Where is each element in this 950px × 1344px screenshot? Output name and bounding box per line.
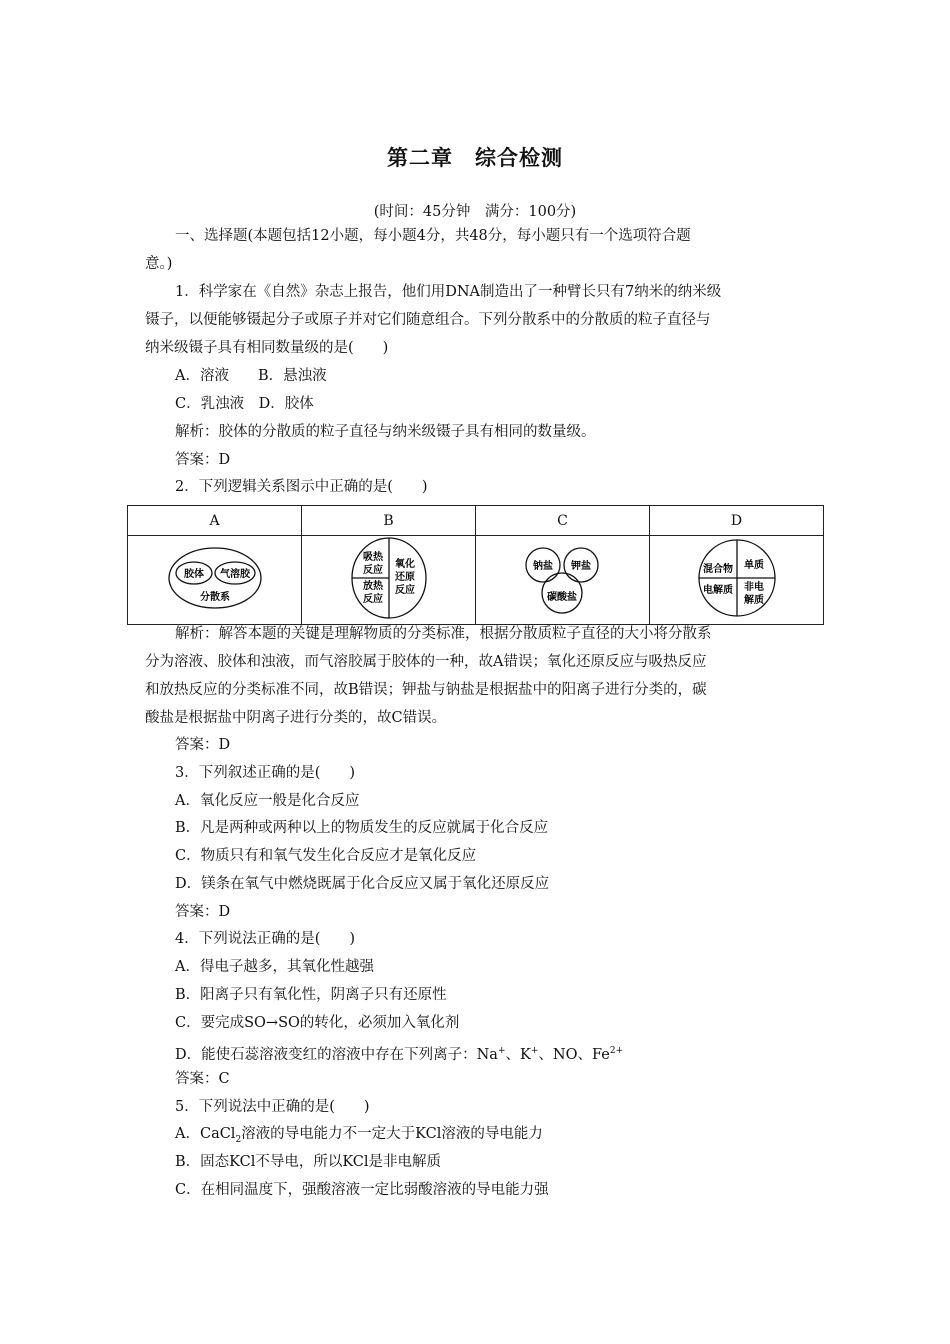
q1-options: A．溶液 B．悬浊液 — [175, 368, 327, 384]
q2-analysis: 解析：解答本题的关键是理解物质的分类标准，根据分散质粒子直径的大小将分散系 — [175, 626, 712, 642]
q5-option-c: C．在相同温度下，强酸溶液一定比弱酸溶液的导电能力强 — [175, 1182, 549, 1198]
diagram-b — [344, 536, 434, 620]
charge-sup: + — [497, 1046, 506, 1056]
q4-answer: 答案：C — [175, 1071, 230, 1087]
q5-option-a-text: 溶液的导电能力不一定大于KCl溶液的导电能力 — [241, 1126, 543, 1142]
q4-option-c: C．要完成SO→SO的转化，必须加入氧化剂 — [175, 1015, 460, 1031]
q4-option-d — [175, 1041, 623, 1065]
diagram-b-cell — [302, 536, 476, 625]
diagram-b-label: 反应 — [362, 565, 383, 576]
q3-option-c: C．物质只有和氧气发生化合反应才是氧化反应 — [175, 848, 477, 864]
q5-option-b: B．固态KCl不导电，所以KCl是非电解质 — [175, 1154, 442, 1170]
diagram-b-label: 还原 — [394, 572, 415, 583]
diagram-b-label: 氧化 — [394, 559, 415, 570]
table-header: B — [302, 506, 476, 536]
diagram-d-cell — [650, 536, 824, 625]
table-header: C — [476, 506, 650, 536]
q2-analysis-cont: 和放热反应的分类标准不同，故B错误；钾盐与钠盐是根据盐中的阳离子进行分类的，碳 — [145, 682, 707, 698]
q4-option-d-text: 、NO、Fe — [538, 1046, 610, 1063]
q1-answer: 答案：D — [175, 452, 231, 468]
table-header: D — [650, 506, 824, 536]
charge-sup: + — [530, 1046, 539, 1056]
diagram-c-label: 钠盐 — [532, 561, 553, 572]
diagram-d-label: 非电 — [743, 582, 764, 593]
q5-stem: 5．下列说法中正确的是( ) — [175, 1099, 370, 1115]
q1-stem-cont: 纳米级镊子具有相同数量级的是( ) — [145, 340, 389, 356]
page-title: 第二章 综合检测 — [387, 146, 563, 170]
diagram-a-outer-label: 分散系 — [199, 592, 230, 603]
q2-stem: 2．下列逻辑关系图示中正确的是( ) — [175, 479, 428, 495]
diagram-a — [155, 543, 275, 613]
q4-stem: 4．下列说法正确的是( ) — [175, 931, 356, 947]
q2-diagram-table — [127, 505, 824, 625]
q3-stem: 3．下列叙述正确的是( ) — [175, 765, 356, 781]
diagram-b-label: 放热 — [362, 581, 383, 592]
diagram-d-label: 单质 — [743, 560, 764, 571]
diagram-c-cell — [476, 536, 650, 625]
diagram-c-label: 钾盐 — [570, 561, 591, 572]
diagram-b-label: 反应 — [394, 585, 415, 596]
section-heading-cont: 意。) — [145, 256, 173, 272]
diagram-d-label: 电解质 — [702, 585, 733, 596]
exam-info: (时间：45分钟 满分：100分) — [373, 204, 577, 220]
diagram-c — [518, 541, 608, 615]
charge-sup: 2+ — [609, 1046, 624, 1056]
section-heading: 一、选择题(本题包括12小题，每小题4分，共48分，每小题只有一个选项符合题 — [175, 228, 691, 244]
q4-option-a: A．得电子越多，其氧化性越强 — [175, 959, 374, 975]
diagram-d-label: 混合物 — [702, 564, 733, 575]
diagram-a-right-label: 气溶胶 — [219, 569, 250, 580]
diagram-d — [692, 536, 782, 620]
diagram-a-cell — [128, 536, 302, 625]
q1-stem: 1．科学家在《自然》杂志上报告，他们用DNA制造出了一种臂长只有7纳米的纳米级 — [175, 284, 722, 300]
table-header: A — [128, 506, 302, 536]
q2-analysis-cont: 酸盐是根据盐中阴离子进行分类的，故C错误。 — [145, 710, 447, 726]
q2-analysis-cont: 分为溶液、胶体和浊液，而气溶胶属于胶体的一种，故A错误；氧化还原反应与吸热反应 — [145, 654, 707, 670]
diagram-b-label: 反应 — [362, 594, 383, 605]
diagram-a-left-label: 胶体 — [183, 569, 204, 580]
q4-option-b: B．阳离子只有氧化性，阴离子只有还原性 — [175, 987, 447, 1003]
subscript: 2 — [235, 1134, 242, 1145]
q5-option-a-text: A．CaCl — [175, 1126, 236, 1142]
q2-answer: 答案：D — [175, 737, 231, 753]
q1-analysis: 解析：胶体的分散质的粒子直径与纳米级镊子具有相同的数量级。 — [175, 424, 596, 440]
diagram-d-label: 解质 — [743, 595, 764, 606]
diagram-b-label: 吸热 — [362, 552, 383, 563]
q3-answer: 答案：D — [175, 904, 231, 920]
q5-option-a — [175, 1124, 543, 1150]
diagram-c-label: 碳酸盐 — [546, 592, 577, 603]
q4-option-d-text: 、K — [505, 1046, 531, 1063]
q3-option-b: B．凡是两种或两种以上的物质发生的反应就属于化合反应 — [175, 820, 549, 836]
q3-option-a: A．氧化反应一般是化合反应 — [175, 793, 360, 809]
q4-option-d-text: D．能使石蕊溶液变红的溶液中存在下列离子：Na — [175, 1046, 498, 1063]
q1-stem-cont: 镊子，以便能够镊起分子或原子并对它们随意组合。下列分散系中的分散质的粒子直径与 — [145, 312, 711, 328]
q3-option-d: D．镁条在氧气中燃烧既属于化合反应又属于氧化还原反应 — [175, 876, 550, 892]
q1-options: C．乳浊液 D．胶体 — [175, 396, 314, 412]
